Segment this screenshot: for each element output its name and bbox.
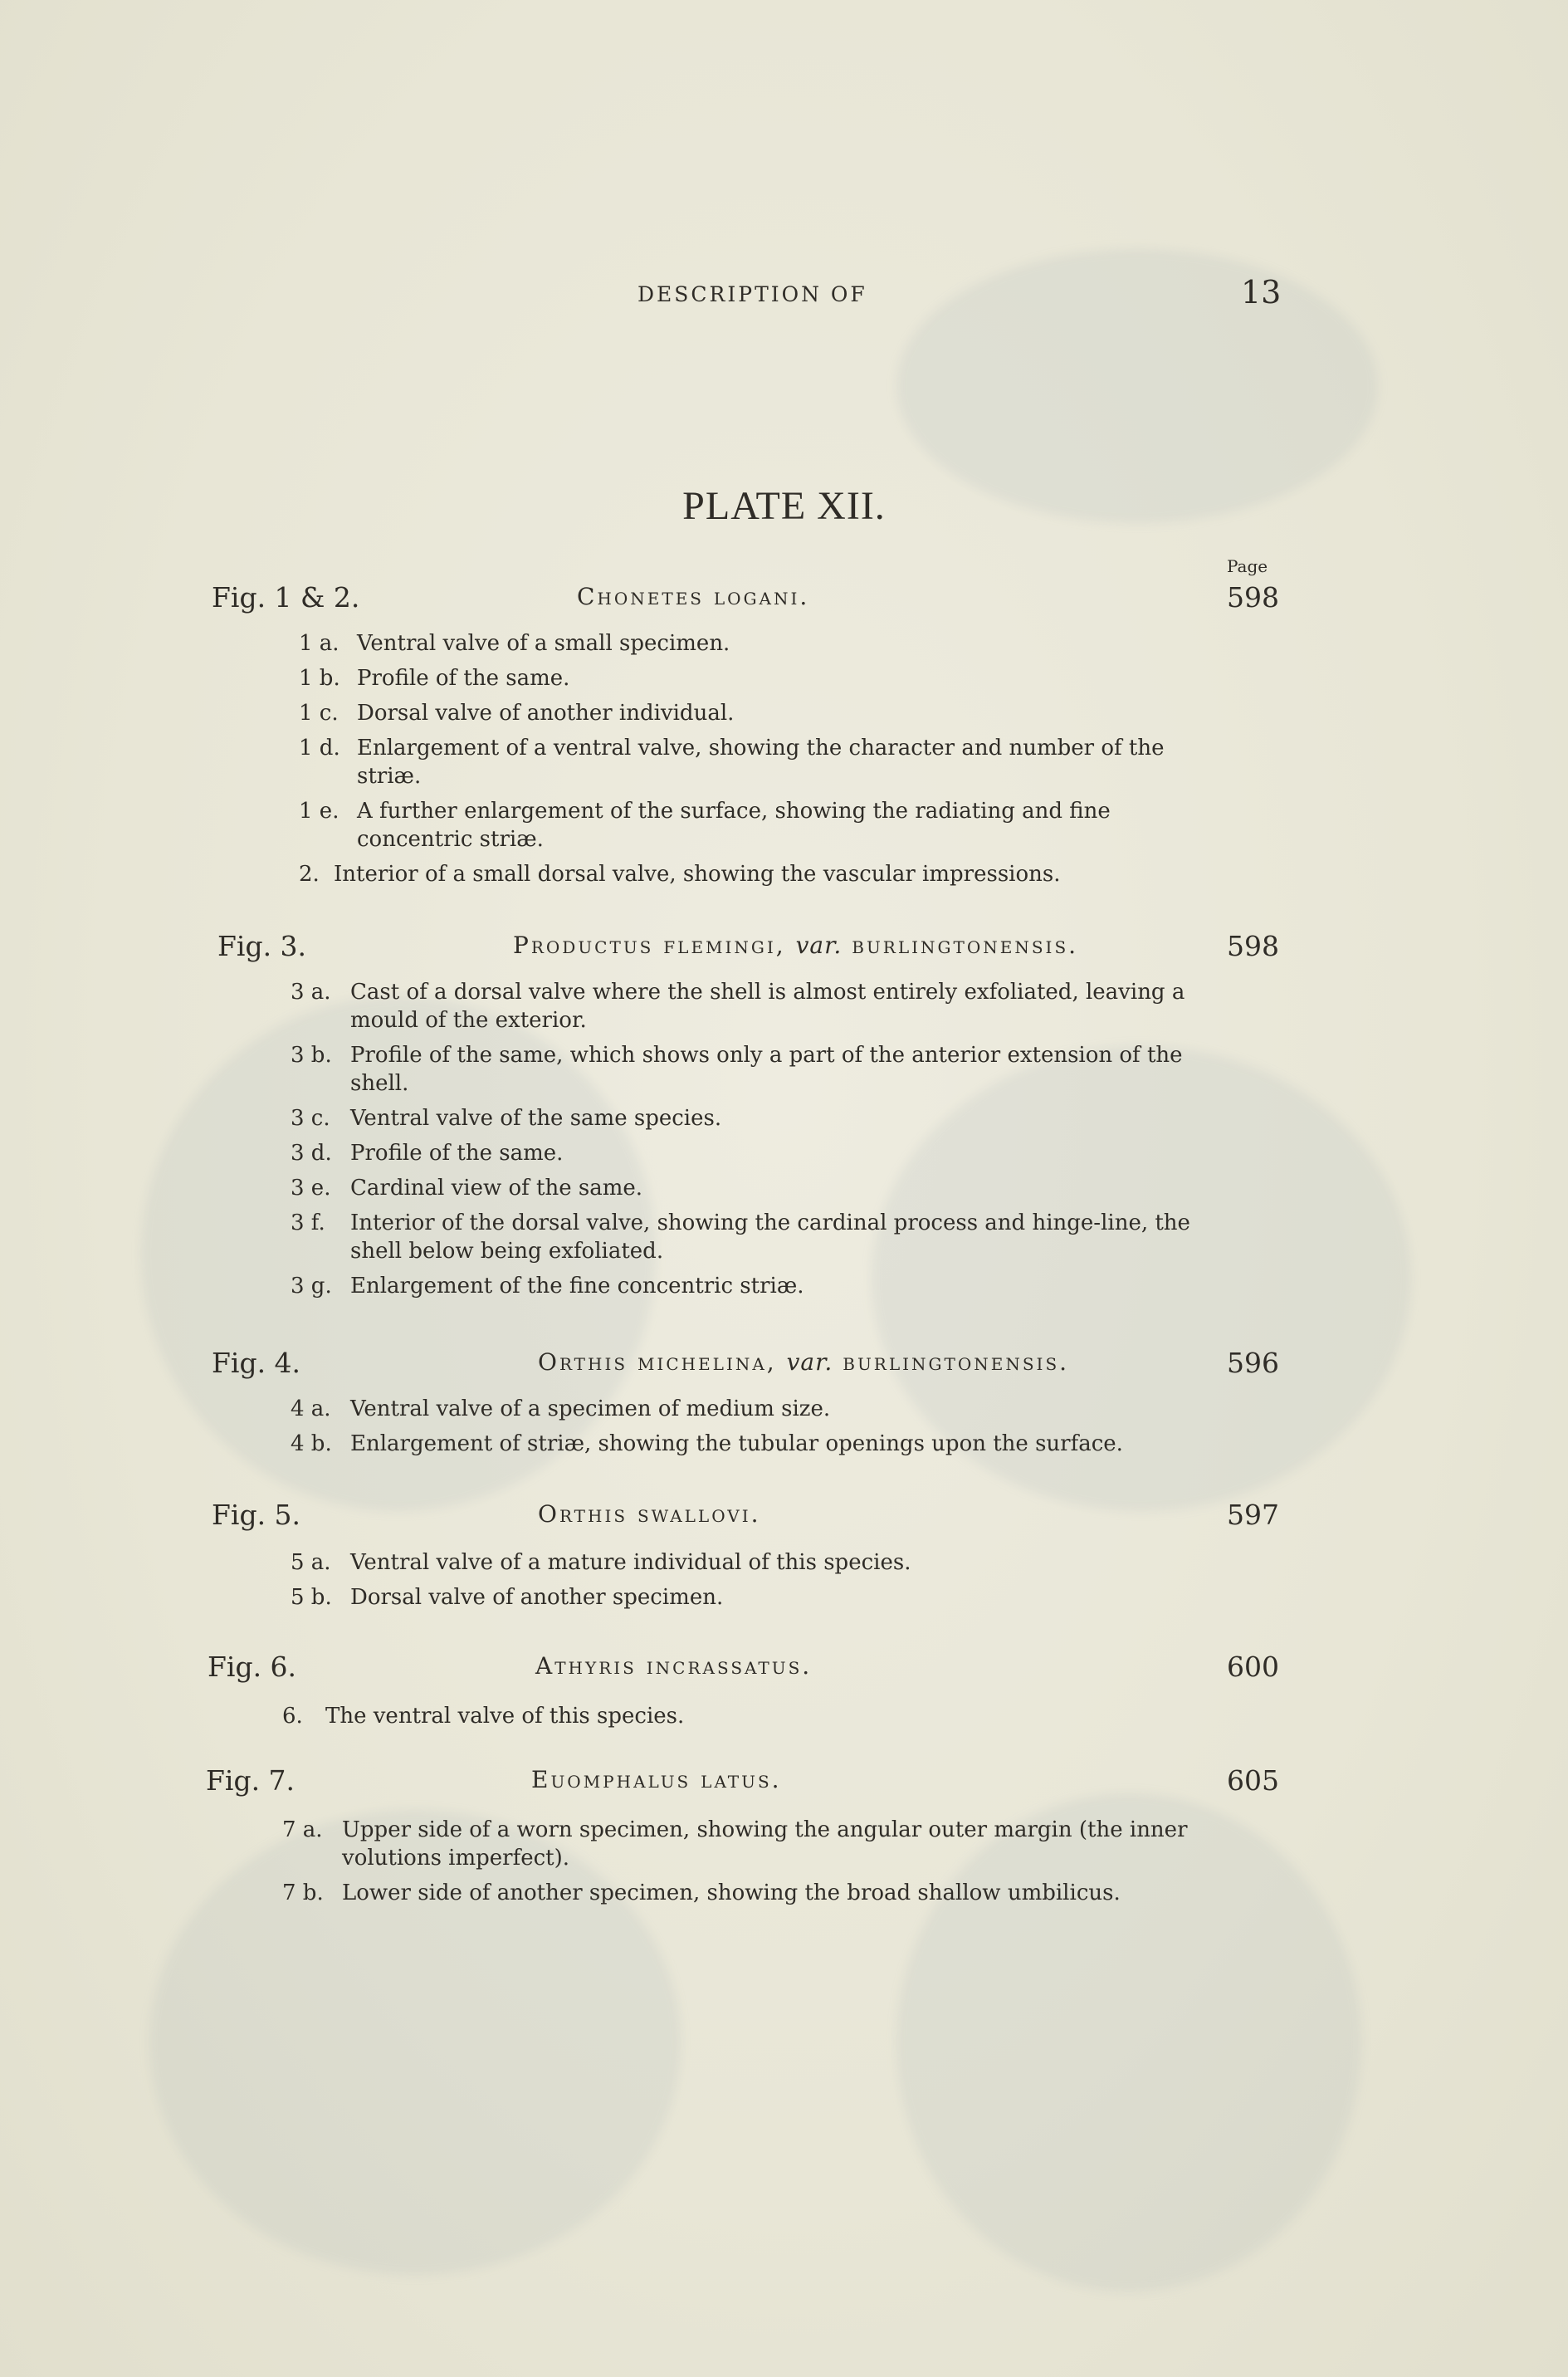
item-number: 3 b.	[291, 1043, 332, 1068]
list-item	[291, 1174, 1204, 1202]
list-item	[299, 699, 1212, 727]
list-item	[299, 734, 1212, 790]
item-text: Ventral valve of a small specimen.	[357, 631, 730, 656]
figure-items	[0, 629, 1568, 895]
figure-items	[0, 1702, 1568, 1737]
page-reference: 605	[1227, 1764, 1279, 1797]
item-number: 5 b.	[291, 1585, 332, 1610]
item-text: The ventral valve of this species.	[325, 1704, 685, 1729]
page-reference: 596	[1227, 1347, 1279, 1379]
item-number: 1 c.	[299, 701, 339, 726]
figure-items	[0, 1816, 1568, 1914]
item-number: 7 b.	[282, 1881, 324, 1905]
figure-items	[0, 1548, 1568, 1618]
list-item	[282, 1879, 1195, 1907]
item-text: Profile of the same.	[357, 666, 570, 691]
species-name: Orthis swallovi.	[538, 1500, 761, 1528]
figure-items	[0, 1395, 1568, 1465]
species-name: Chonetes logani.	[577, 583, 810, 610]
list-item	[291, 1209, 1204, 1265]
list-item	[291, 1548, 1204, 1577]
list-item	[282, 1702, 1195, 1730]
item-number: 3 e.	[291, 1176, 331, 1201]
item-text: Cardinal view of the same.	[350, 1176, 643, 1201]
item-text: Upper side of a worn specimen, showing the angular outer margin (the inner volutions imperfect).	[342, 1817, 1188, 1871]
item-number: 4 a.	[291, 1396, 331, 1421]
item-text: Ventral valve of a specimen of medium size.	[350, 1396, 831, 1421]
item-text: Interior of a small dorsal valve, showing the vascular impressions.	[334, 862, 1061, 887]
item-number: 1 e.	[299, 799, 339, 824]
species-name: Euomphalus latus.	[531, 1766, 782, 1793]
item-text: Enlargement of the fine concentric striæ.	[350, 1274, 804, 1299]
page-reference: 598	[1227, 930, 1279, 962]
item-text: Lower side of another specimen, showing the broad shallow umbilicus.	[342, 1881, 1121, 1905]
item-number: 3 c.	[291, 1106, 330, 1131]
item-text: Interior of the dorsal valve, showing the cardinal process and hinge-line, the shell below being exfoliated.	[350, 1211, 1190, 1264]
list-item	[299, 629, 1212, 658]
figure-label: Fig. 5.	[212, 1499, 301, 1531]
item-number: 1 b.	[299, 666, 340, 691]
item-number: 1 d.	[299, 736, 340, 761]
item-number: 7 a.	[282, 1817, 323, 1842]
item-number: 5 a.	[291, 1550, 331, 1575]
item-number: 6.	[282, 1704, 303, 1729]
list-item	[299, 664, 1212, 692]
bleed-through-shape	[896, 249, 1378, 523]
item-number: 3 g.	[291, 1274, 332, 1299]
item-number: 1 a.	[299, 631, 339, 656]
item-text: Enlargement of a ventral valve, showing the character and number of the striæ.	[357, 736, 1165, 789]
list-item	[291, 1430, 1204, 1458]
figure-label: Fig. 7.	[206, 1764, 296, 1797]
header-title: DESCRIPTION OF	[637, 282, 867, 306]
list-item	[291, 1395, 1204, 1423]
figure-label: Fig. 1 & 2.	[212, 581, 360, 614]
item-number: 3 a.	[291, 980, 331, 1005]
item-number: 2.	[299, 862, 320, 887]
item-text: Profile of the same.	[350, 1141, 564, 1166]
figure-label: Fig. 6.	[208, 1651, 297, 1683]
list-item	[291, 1041, 1204, 1098]
item-number: 4 b.	[291, 1431, 332, 1456]
list-item	[299, 797, 1212, 853]
page-reference: 598	[1227, 581, 1279, 614]
figure-items	[0, 978, 1568, 1307]
list-item	[291, 978, 1204, 1034]
list-item	[291, 1583, 1204, 1612]
item-text: Dorsal valve of another specimen.	[350, 1585, 724, 1610]
item-text: A further enlargement of the surface, showing the radiating and fine concentric striæ.	[357, 799, 1111, 852]
page-number: 13	[1241, 274, 1282, 311]
item-text: Ventral valve of a mature individual of this species.	[350, 1550, 911, 1575]
figure-label: Fig. 4.	[212, 1347, 301, 1379]
list-item	[291, 1272, 1204, 1300]
item-text: Ventral valve of the same species.	[350, 1106, 722, 1131]
species-name: Productus flemingi, var. burlingtonensis.	[513, 932, 1079, 959]
species-name: Athyris incrassatus.	[535, 1652, 813, 1680]
list-item	[299, 860, 1212, 888]
figure-label: Fig. 3.	[217, 930, 307, 962]
item-text: Profile of the same, which shows only a part of the anterior extension of the shell.	[350, 1043, 1183, 1096]
item-text: Cast of a dorsal valve where the shell is almost entirely exfoliated, leaving a mould of the exterior.	[350, 980, 1185, 1033]
list-item	[291, 1104, 1204, 1132]
page-reference: 597	[1227, 1499, 1279, 1531]
page-column-label: Page	[1227, 556, 1268, 576]
item-text: Dorsal valve of another individual.	[357, 701, 735, 726]
plate-title: PLATE XII.	[682, 484, 886, 528]
item-text: Enlargement of striæ, showing the tubular openings upon the surface.	[350, 1431, 1123, 1456]
page-reference: 600	[1227, 1651, 1279, 1683]
species-name: Orthis michelina, var. burlingtonensis.	[538, 1348, 1070, 1376]
item-number: 3 d.	[291, 1141, 332, 1166]
item-number: 3 f.	[291, 1211, 325, 1235]
list-item	[291, 1139, 1204, 1167]
list-item	[282, 1816, 1195, 1872]
